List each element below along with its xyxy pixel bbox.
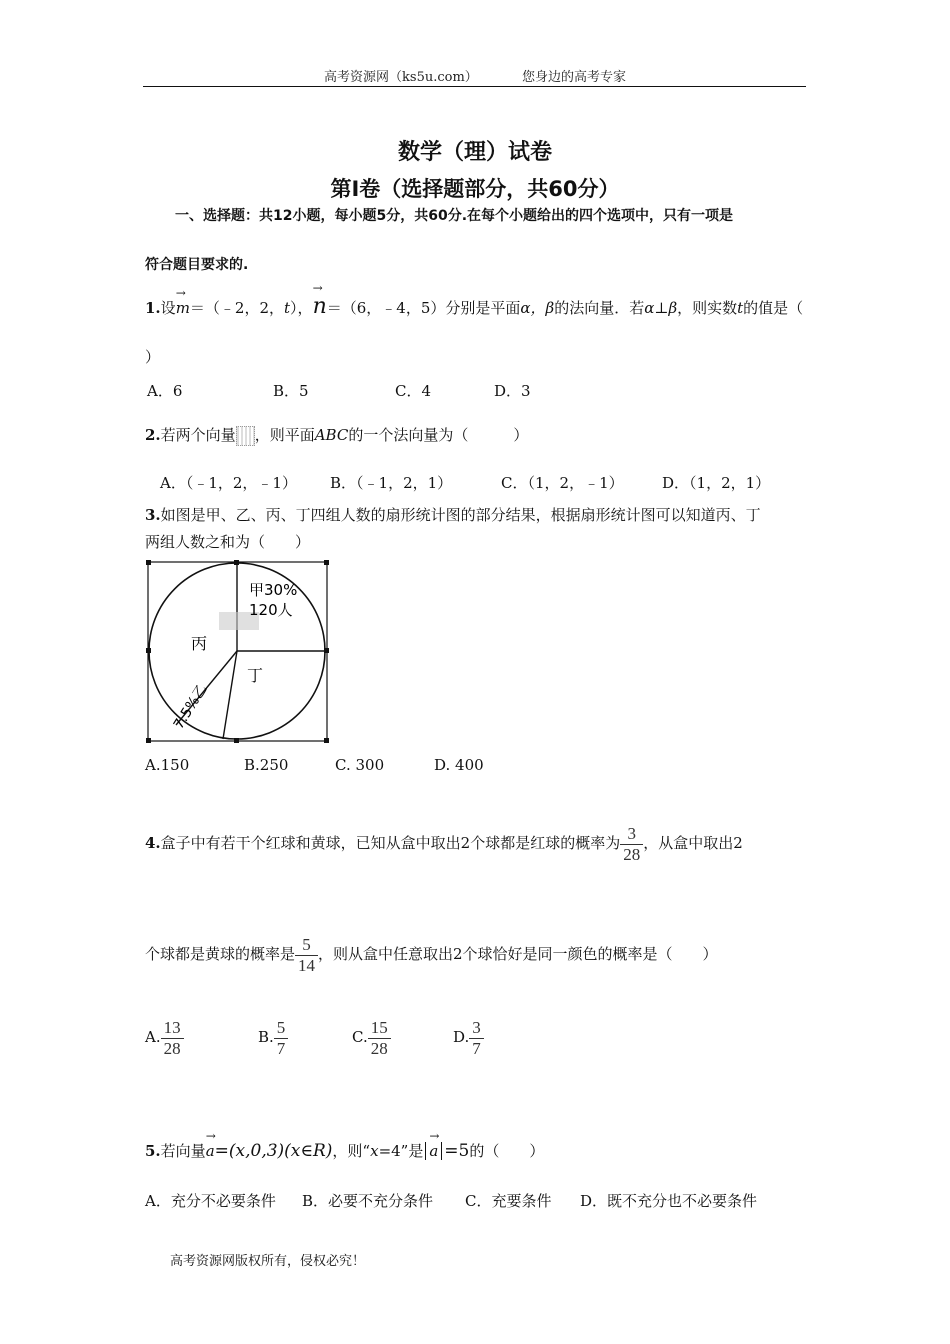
question-number: 1. xyxy=(145,299,161,317)
fraction-numerator: 5 xyxy=(302,935,311,954)
q1-text: ＝（6，﹣4，5）分别是平面 xyxy=(326,299,521,317)
q4-line2 xyxy=(145,935,718,975)
option-label: B. xyxy=(258,1028,274,1047)
vector-n: → n xyxy=(313,294,327,319)
q1-var: t xyxy=(737,299,744,317)
q1-var: α，β xyxy=(520,299,555,317)
q3-option-b: B.250 xyxy=(244,756,289,774)
fraction-denominator: 7 xyxy=(469,1038,484,1059)
option-fraction xyxy=(469,1018,484,1058)
page-footer: 高考资源网版权所有，侵权必究！ xyxy=(170,1254,366,1269)
page-header xyxy=(0,66,950,85)
header-site: 高考资源网（ks5u.com） xyxy=(324,70,478,85)
q3-option-c: C. 300 xyxy=(335,756,385,774)
q1-text: ）， xyxy=(290,299,313,317)
q2-option-c: C．（1，2，﹣1） xyxy=(501,474,624,492)
page-title: 数学（理）试卷 xyxy=(397,140,552,165)
question-2 xyxy=(145,424,528,446)
option-fraction xyxy=(274,1018,289,1058)
q3-text-line2: 两组人数之和为（ ） xyxy=(145,533,311,551)
vector-m: → m xyxy=(176,299,190,317)
q2-option-b: B．（﹣1，2，1） xyxy=(330,474,453,492)
q5-text: 的（ ） xyxy=(469,1142,545,1160)
fraction-numerator: 5 xyxy=(276,1018,286,1037)
q5-var: x xyxy=(370,1142,379,1160)
q4-text: 盒子中有若干个红球和黄球，已知从盒中取出2个球都是红球的概率为 xyxy=(160,834,621,853)
q1-text: 设 xyxy=(160,299,176,317)
question-1 xyxy=(145,294,803,319)
fraction-denominator: 7 xyxy=(274,1038,289,1059)
option-label: D. xyxy=(453,1028,470,1047)
q1-var: α⊥β xyxy=(644,299,678,317)
label-ding: 丁 xyxy=(247,666,264,685)
fraction-3-28 xyxy=(620,824,643,864)
q5-option-a: A．充分不必要条件 xyxy=(145,1192,276,1210)
q1-text: ，则实数 xyxy=(677,299,738,317)
pie-divider-bottom xyxy=(223,651,237,739)
fraction-numerator: 3 xyxy=(472,1018,481,1037)
q4-text: 个球都是黄球的概率是 xyxy=(145,945,296,964)
fraction-numerator: 3 xyxy=(627,824,636,843)
q1-close-paren: ） xyxy=(145,348,161,366)
fraction-denominator: 28 xyxy=(368,1038,391,1059)
q3-option-a: A.150 xyxy=(145,756,190,774)
q1-option-d: D．3 xyxy=(494,382,531,400)
fraction-numerator: 15 xyxy=(370,1018,388,1037)
q1-text: ＝（﹣2，2， xyxy=(189,299,285,317)
question-3 xyxy=(145,504,761,525)
label-bing: 丙 xyxy=(191,634,208,653)
header-slogan: 您身边的高考专家 xyxy=(521,70,626,85)
fraction-denominator: 28 xyxy=(161,1038,184,1059)
q5-text: =4”是 xyxy=(378,1142,424,1160)
q4-option-b xyxy=(258,1018,288,1058)
q1-option-a: A．6 xyxy=(147,382,183,400)
fraction-denominator: 28 xyxy=(620,844,643,865)
q1-text: 的法向量．若 xyxy=(554,299,645,317)
option-fraction xyxy=(368,1018,391,1058)
section-heading-line2: 符合题目要求的. xyxy=(145,257,249,273)
fraction-5-14 xyxy=(295,935,318,975)
question-5 xyxy=(145,1140,544,1161)
q5-option-d: D．既不充分也不必要条件 xyxy=(580,1192,758,1210)
vector-a: → a xyxy=(206,1142,215,1160)
q5-option-b: B．必要不充分条件 xyxy=(302,1192,434,1210)
question-number: 4. xyxy=(145,834,161,853)
option-label: C. xyxy=(352,1028,368,1047)
q2-text: ，则平面 xyxy=(254,426,315,444)
q3-option-d: D. 400 xyxy=(434,756,484,774)
label-jia: 甲30% xyxy=(249,581,298,599)
section-heading-line1: 一、选择题：共12小题，每小题5分，共60分.在每个小题给出的四个选项中，只有一项是 xyxy=(175,208,734,224)
q1-text: 的值是（ xyxy=(743,299,804,317)
q4-text: ，从盒中取出2 xyxy=(643,834,743,853)
question-4 xyxy=(145,824,743,864)
broken-formula-image xyxy=(236,426,255,446)
q4-option-c xyxy=(352,1018,391,1058)
q2-option-d: D．（1，2，1） xyxy=(662,474,771,492)
q2-text: 的一个法向量为（ ） xyxy=(348,426,529,444)
option-fraction xyxy=(161,1018,184,1058)
option-label: A. xyxy=(145,1028,161,1047)
q3-text: 如图是甲、乙、丙、丁四组人数的扇形统计图的部分结果，根据扇形统计图可以知道丙、丁 xyxy=(160,506,761,524)
label-yi: 7.5%乙 xyxy=(170,681,211,733)
vector-a-abs: → a xyxy=(429,1142,438,1160)
q1-option-c: C．4 xyxy=(395,382,432,400)
q2-text: 若两个向量 xyxy=(160,426,236,444)
q1-var: t xyxy=(284,299,291,317)
question-number: 2. xyxy=(145,426,161,444)
pie-chart xyxy=(143,557,333,747)
fraction-denominator: 14 xyxy=(295,955,318,976)
header-divider xyxy=(143,86,806,87)
q4-text: ，则从盒中任意取出2个球恰好是同一颜色的概率是（ ） xyxy=(318,945,718,964)
q4-option-a xyxy=(145,1018,184,1058)
q5-text: ，则“ xyxy=(332,1142,371,1160)
q5-expression: =(x,0,3)(x∈R) xyxy=(214,1141,333,1161)
q5-text: 若向量 xyxy=(160,1142,206,1160)
page-subtitle: 第Ⅰ卷（选择题部分，共60分） xyxy=(330,177,620,201)
q4-option-d xyxy=(453,1018,484,1058)
question-number: 3. xyxy=(145,506,161,524)
q5-option-c: C．充要条件 xyxy=(465,1192,552,1210)
label-jia-count: 120人 xyxy=(249,601,293,619)
q5-expression: =5 xyxy=(444,1141,470,1161)
question-number: 5. xyxy=(145,1142,161,1160)
q1-option-b: B．5 xyxy=(273,382,309,400)
q2-option-a: A．（﹣1，2，﹣1） xyxy=(160,474,297,492)
q2-var: ABC xyxy=(314,426,349,444)
section-heading xyxy=(145,203,810,229)
fraction-numerator: 13 xyxy=(163,1018,181,1037)
